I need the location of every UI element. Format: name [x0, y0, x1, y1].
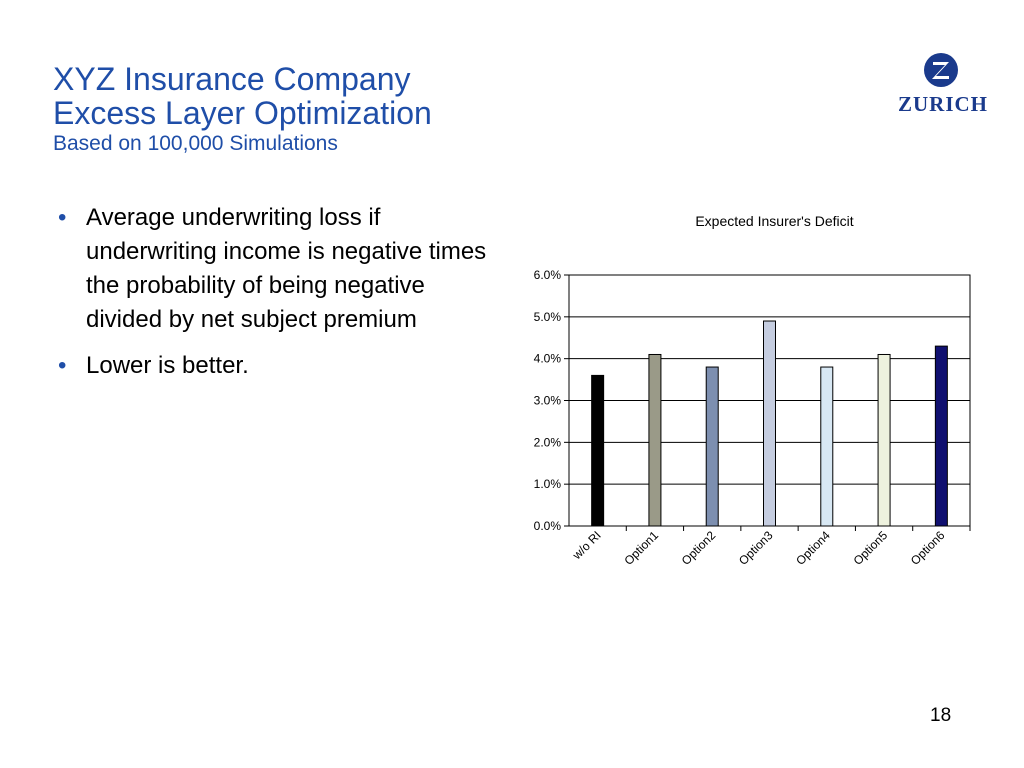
- title-block: [53, 62, 432, 158]
- bar: [878, 354, 890, 526]
- y-tick-label: 6.0%: [533, 268, 561, 282]
- page-title-line-2: Excess Layer Optimization: [53, 95, 432, 131]
- x-tick-label: Option4: [793, 528, 833, 568]
- bar-chart: [505, 205, 985, 595]
- bullet-item: [58, 349, 498, 383]
- y-tick-label: 3.0%: [533, 393, 561, 408]
- x-tick-label: Option6: [907, 528, 948, 568]
- bullet-list: [58, 201, 498, 395]
- x-tick-label: w/o RI: [569, 528, 604, 563]
- bar: [764, 321, 776, 526]
- chart-title: Expected Insurer's Deficit: [695, 213, 854, 229]
- zurich-z-logo-icon: [923, 52, 959, 88]
- bullet-text: Average underwriting loss if underwriting income is negative times the probability of being negative divided by net subject premium: [86, 204, 487, 333]
- bullet-text: Lower is better.: [86, 352, 249, 379]
- bar: [821, 367, 833, 526]
- y-tick-label: 5.0%: [533, 309, 561, 324]
- page-number: 18: [930, 705, 952, 726]
- bar: [935, 346, 947, 526]
- x-tick-label: Option1: [621, 528, 662, 568]
- y-tick-label: 4.0%: [533, 351, 561, 366]
- y-tick-label: 1.0%: [533, 477, 561, 492]
- bar: [592, 375, 604, 526]
- bullet-dot-icon: •: [58, 204, 67, 231]
- bar: [706, 367, 718, 526]
- bar: [649, 354, 661, 526]
- logo-wordmark: ZURICH: [897, 92, 988, 116]
- y-tick-label: 2.0%: [533, 435, 561, 450]
- zurich-logo: [893, 52, 993, 118]
- bullet-item: [58, 201, 498, 337]
- y-tick-label: 0.0%: [533, 519, 561, 533]
- page-subtitle: Based on 100,000 Simulations: [53, 132, 338, 155]
- x-tick-label: Option3: [736, 528, 776, 568]
- x-tick-label: Option5: [850, 528, 891, 568]
- x-tick-label: Option2: [678, 528, 719, 568]
- page-title-line-1: XYZ Insurance Company: [53, 61, 411, 97]
- bullet-dot-icon: •: [58, 352, 67, 379]
